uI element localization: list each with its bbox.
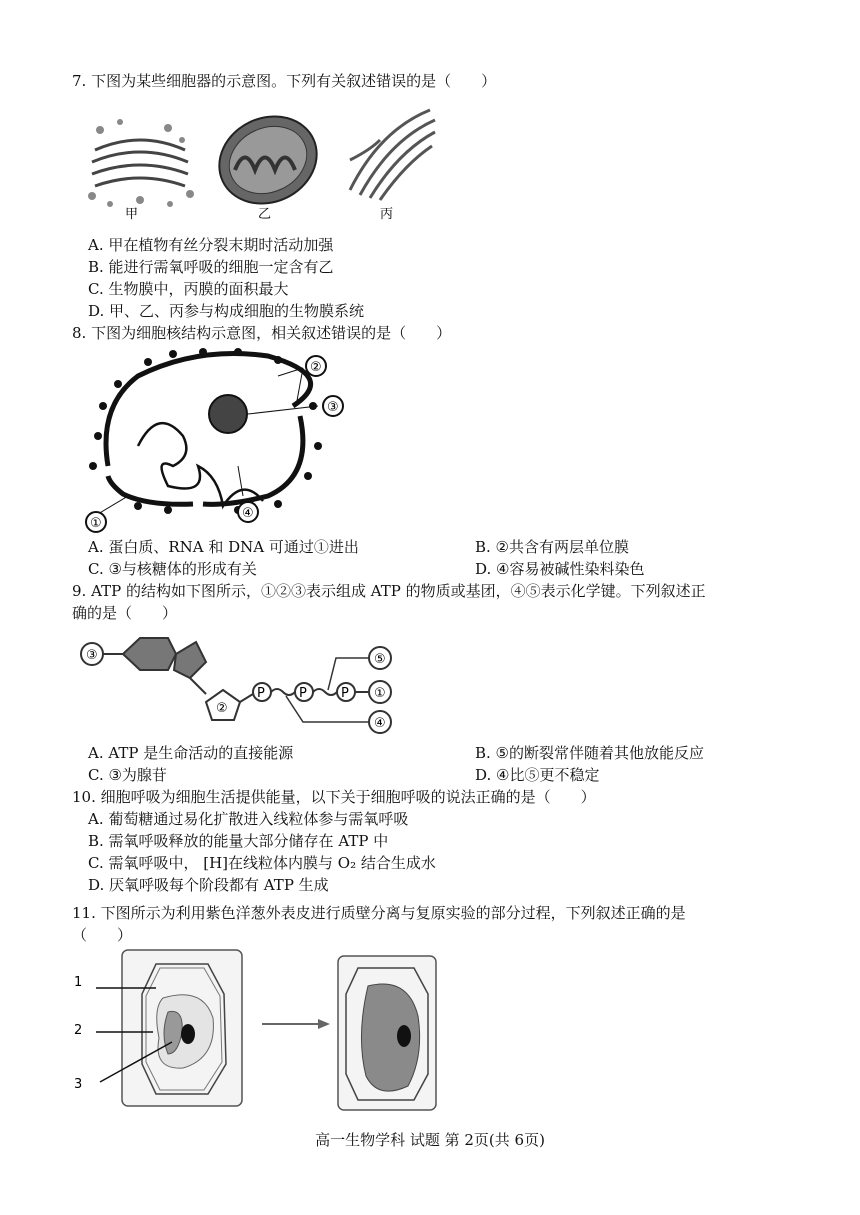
q11-stem-line1: 11. 下图所示为利用紫色洋葱外表皮进行质壁分离与复原实验的部分过程，下列叙述正确的是 (72, 904, 686, 922)
label-jia: 甲 (125, 207, 139, 222)
q10-option-b: B. 需氧呼吸释放的能量大部分储存在 ATP 中 (88, 832, 389, 850)
svg-text:3: 3 (74, 1077, 83, 1092)
q11-plasmolysis-figure (68, 946, 448, 1112)
svg-text:⑤: ⑤ (374, 652, 386, 667)
q7-option-b: B. 能进行需氧呼吸的细胞一定含有乙 (88, 258, 334, 276)
svg-text:②: ② (216, 701, 228, 716)
q7-option-c: C. 生物膜中，丙膜的面积最大 (88, 280, 289, 298)
q9-option-a: A. ATP 是生命活动的直接能源 (88, 744, 294, 762)
cell-before (122, 950, 242, 1106)
q8-option-c: C. ③与核糖体的形成有关 (88, 560, 257, 578)
q10-option-c: C. 需氧呼吸中， [H]在线粒体内膜与 O₂ 结合生成水 (88, 854, 436, 872)
q10-stem: 10. 细胞呼吸为细胞生活提供能量，以下关于细胞呼吸的说法正确的是（ ） (72, 788, 596, 806)
svg-text:P: P (257, 686, 265, 701)
q8-nucleus-figure (78, 346, 368, 534)
svg-text:②: ② (310, 360, 322, 375)
q9-stem-line2: 确的是（ ） (72, 604, 178, 622)
q9-option-d: D. ④比⑤更不稳定 (475, 766, 600, 784)
svg-text:P: P (341, 686, 349, 701)
adenine-pentagon (174, 642, 206, 678)
svg-text:2: 2 (74, 1023, 83, 1038)
svg-text:③: ③ (86, 648, 98, 663)
label-yi: 乙 (258, 207, 272, 222)
label-bing: 丙 (380, 207, 394, 222)
q10-option-a: A. 葡萄糖通过易化扩散进入线粒体参与需氧呼吸 (88, 810, 409, 828)
adenine-hexagon (123, 638, 176, 670)
svg-text:1: 1 (74, 975, 83, 990)
q11-stem-line2: （ ） (72, 926, 133, 944)
svg-text:P: P (299, 686, 307, 701)
cell-after (338, 956, 436, 1110)
q7-stem: 7. 下图为某些细胞器的示意图。下列有关叙述错误的是（ ） (72, 72, 497, 90)
q8-option-b: B. ②共含有两层单位膜 (475, 538, 630, 556)
q9-option-b: B. ⑤的断裂常伴随着其他放能反应 (475, 744, 705, 762)
nucleolus (209, 395, 247, 433)
page-footer: 高一生物学科 试题 第 2页(共 6页) (315, 1131, 545, 1149)
q10-option-d: D. 厌氧呼吸每个阶段都有 ATP 生成 (88, 876, 329, 894)
q7-option-a: A. 甲在植物有丝分裂末期时活动加强 (88, 236, 334, 254)
endoplasmic-reticulum-image (350, 110, 435, 200)
q9-stem-line1: 9. ATP 的结构如下图所示，①②③表示组成 ATP 的物质或基团，④⑤表示化学键。下列叙述正 (72, 582, 706, 600)
mitochondrion-image (205, 101, 331, 219)
nuclear-envelope (106, 354, 311, 505)
svg-text:③: ③ (327, 400, 339, 415)
svg-text:④: ④ (374, 716, 386, 731)
svg-text:①: ① (90, 516, 102, 531)
q8-stem: 8. 下图为细胞核结构示意图，相关叙述错误的是（ ） (72, 324, 452, 342)
arrow-right-icon (262, 1019, 330, 1029)
golgi-apparatus-image (88, 119, 194, 207)
q7-organelle-figure (80, 100, 460, 228)
q9-atp-figure (78, 632, 408, 740)
q8-option-a: A. 蛋白质、RNA 和 DNA 可通过①进出 (88, 538, 359, 556)
q7-option-d: D. 甲、乙、丙参与构成细胞的生物膜系统 (88, 302, 365, 320)
q8-option-d: D. ④容易被碱性染料染色 (475, 560, 645, 578)
chromatin (138, 423, 263, 506)
svg-text:④: ④ (242, 506, 254, 521)
svg-text:①: ① (374, 686, 386, 701)
q9-option-c: C. ③为腺苷 (88, 766, 167, 784)
